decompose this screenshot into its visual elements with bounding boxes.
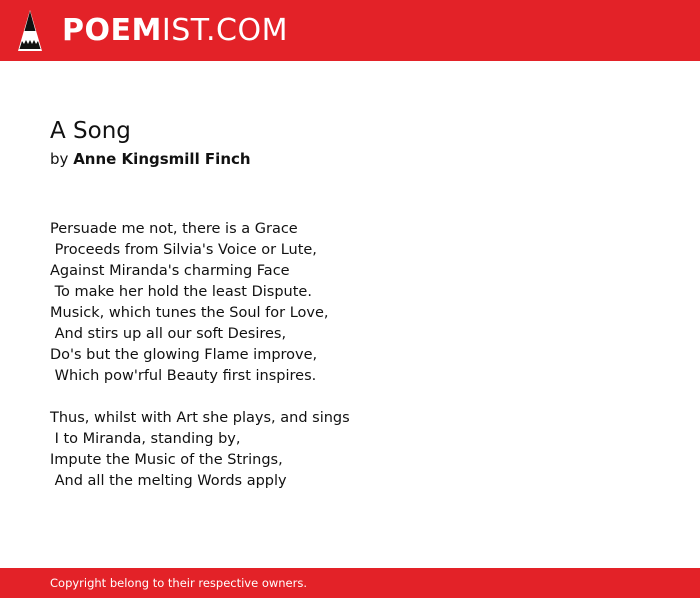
poem-line: Which pow'rful Beauty first inspires. [50, 368, 317, 384]
pencil-logo-icon[interactable] [18, 10, 42, 51]
poem-line: Musick, which tunes the Soul for Love, [50, 305, 329, 321]
poem-line: And stirs up all our soft Desires, [50, 326, 287, 342]
copyright-text: Copyright belong to their respective owners. [50, 576, 308, 590]
poem-line: Against Miranda's charming Face [50, 263, 290, 279]
poem-title: A Song [50, 118, 131, 144]
poem-line: Proceeds from Silvia's Voice or Lute, [50, 242, 317, 258]
poem-line: Do's but the glowing Flame improve, [50, 347, 318, 363]
poem-line: Thus, whilst with Art she plays, and sings [50, 410, 350, 426]
by-label: by [50, 150, 69, 168]
poem-line: I to Miranda, standing by, [50, 431, 241, 447]
byline [50, 149, 650, 169]
poem-line: Persuade me not, there is a Grace [50, 221, 298, 237]
poem-stanza [50, 219, 650, 387]
poem-line: And all the melting Words apply [50, 473, 287, 489]
author-name[interactable]: Anne Kingsmill Finch [73, 150, 251, 168]
site-logo[interactable] [62, 13, 288, 49]
logo-text-light: IST.COM [161, 13, 288, 48]
poem-line: Impute the Music of the Strings, [50, 452, 283, 468]
poem-content [50, 116, 650, 513]
poem-body [50, 219, 650, 492]
poem-line: To make her hold the least Dispute. [50, 284, 312, 300]
poem-stanza [50, 408, 650, 492]
site-header [0, 0, 700, 61]
logo-text-bold: POEM [62, 13, 162, 48]
site-footer [0, 568, 700, 598]
